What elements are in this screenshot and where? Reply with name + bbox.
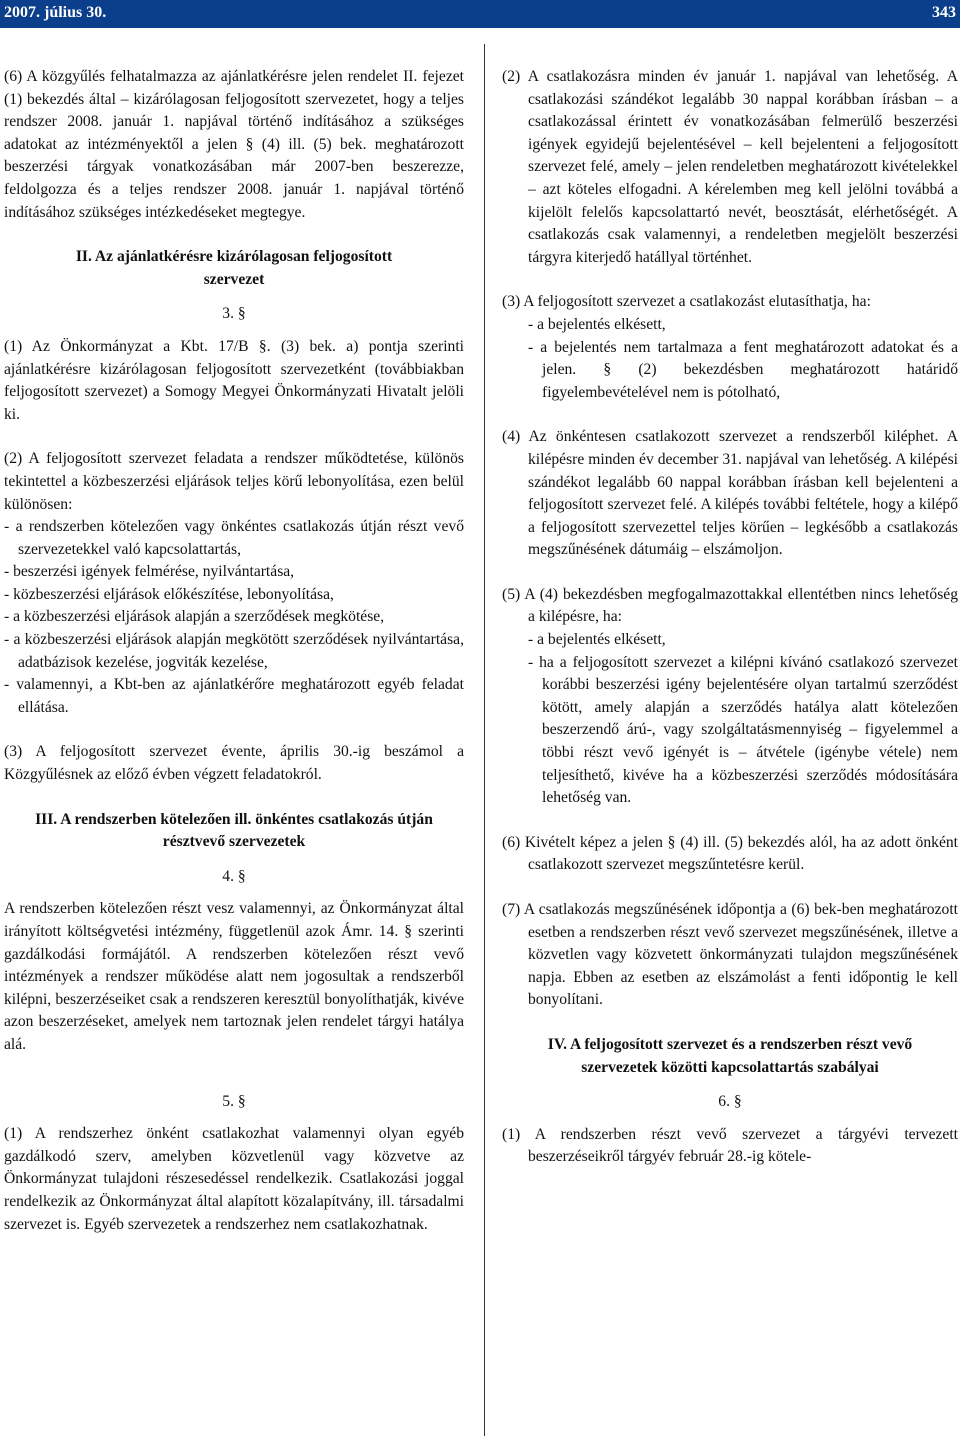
paragraph: (6) A közgyűlés felhatalmazza az ajánlatkérésre jelen rendelet II. fejezet (1) bekezdés által – kizárólagosan feljogosított szervezetet, hogy a teljes rendszer 2008. január 1. napjával történő indításához a szükséges adatokat az intézményektől a jelen § (4) ill. (5) bek. meghatározott beszerzési tárgyak vonatkozásában már 2007-ben beszerezze, feldolgozza és a teljes rendszer 2008. január 1. napjával történő indításához szükséges intézkedéseket megtegye. (4, 68, 464, 221)
list-item: - a bejelentés nem tartalmaza a fent meghatározott adatokat és a jelen. § (2) bekezdésben meghatározott határidő figyelembevételével nem is pótolható, (528, 338, 958, 401)
paragraph: (2) A feljogosított szervezet feladata a rendszer működtetése, különös tekintettel a közbeszerzési eljárások teljes körű lebonyolítása, ezen belül különösen: (4, 450, 464, 513)
list-item: - a közbeszerzési eljárások alapján a szerződések megkötése, (4, 608, 385, 626)
list-item: - a bejelentés elkésett, (528, 315, 666, 333)
list-item: - beszerzési igények felmérése, nyilvántartása, (4, 563, 295, 581)
bullet-list (502, 629, 958, 810)
column-divider (484, 44, 485, 1436)
paragraph: (1) Az Önkormányzat a Kbt. 17/B §. (3) bek. a) pontja szerinti ajánlatkérésre kizárólagosan feljogosított szervezetként (továbbiakban feljogosított szervezet) a Somogy Megyei Önkormányzati Hivatalt jelöli ki. (4, 337, 464, 423)
page-number: 343 (932, 4, 956, 21)
right-column (502, 66, 958, 1169)
paragraph: (5) A (4) bekezdésben megfogalmazottakkal ellentétben nincs lehetőség a kilépésre, ha: (502, 585, 958, 626)
section-title: III. A rendszerben kötelezően ill. önkéntes csatlakozás útján résztvevő szervezetek (35, 810, 433, 851)
paragraph: (3) A feljogosított szervezet a csatlakozást elutasíthatja, ha: (502, 293, 871, 311)
list-item: - valamennyi, a Kbt-ben az ajánlatkérőre meghatározott egyéb feladat ellátása. (4, 676, 464, 716)
paragraph: (1) A rendszerben részt vevő szervezet a tárgyévi tervezett beszerzéseikről tárgyév február 28.-ig kötele- (502, 1125, 958, 1166)
paragraph: (1) A rendszerhez önként csatlakozhat valamennyi olyan egyéb gazdálkodó szerv, amelyben közvetlenül vagy közvetve az Önkormányzat tulajdoni részesedéssel rendelkezik. Csatlakozási joggal rendelkezik az Önkormányzat által alapított közalapítvány, ill. társadalmi szervezet is. Egyéb szervezetek a rendszerhez nem csatlakozhatnak. (4, 1125, 464, 1233)
section-number: 5. § (222, 1092, 246, 1110)
list-item: - a bejelentés elkésett, (528, 631, 666, 649)
list-item: - a közbeszerzési eljárások alapján megkötött szerződések nyilvántartása, adatbázisok kezelése, jogviták kezelése, (4, 631, 464, 671)
header-date: 2007. július 30. (4, 4, 107, 21)
paragraph: (4) Az önkéntesen csatlakozott szervezet a rendszerből kiléphet. A kilépésre minden év december 31. napjával van lehetőség. A kilépési szándékot legalább 60 nappal korábban írásban kell bejelenteni a feljogosított szervezet felé. A kilépés további feltétele, hogy a kilépő a feljogosított szervezettel teljes körűen – legkésőbb a csatlakozás megszűnésének dátumáig – elszámoljon. (502, 428, 958, 559)
paragraph: (3) A feljogosított szervezet évente, április 30.-ig beszámol a Közgyűlésnek az előző évben végzett feladatokról. (4, 743, 464, 784)
section-number: 6. § (718, 1093, 742, 1111)
paragraph: (2) A csatlakozásra minden év január 1. napjával van lehetőség. A csatlakozási szándékot legalább 30 nappal korábban írásban – a csatlakozással érintett év vonatkozásában felmerülő beszerzési igények egyidejű bejelentésével – kell bejelenteni a feljogosított szervezet felé, amely – jelen rendeletben meghatározott kivételekkel – azt köteles elfogadni. A kérelemben meg kell jelölni továbbá a kijelölt felelős kapcsolattartó nevét, beosztását, elérhetőségét. A csatlakozás csak valamennyi, a rendeletben megjelölt beszerzési tárgyra kiterjedő hatállyal történhet. (502, 68, 958, 266)
list-item: - közbeszerzési eljárások előkészítése, lebonyolítása, (4, 585, 334, 603)
paragraph: A rendszerben kötelezően részt vesz valamennyi, az Önkormányzat által irányított költségvetési intézmény, függetlenül azok Ámr. 14. § szerinti gazdálkodási formájától. A rendszerben kötelezően részt vevő intézmények a rendszer működése alatt nem jogosultak a rendszerből kilépni, beszerzéseiket csak a rendszeren keresztül bonyolíthatják, kivéve azon beszerzéseket, amelyek nem tartoznak jelen rendelet tárgyi hatálya alá. (4, 900, 464, 1053)
paragraph: (6) Kivételt képez a jelen § (4) ill. (5) bekezdés alól, ha az adott önként csatlakozott szervezet megszűntetésre kerül. (502, 833, 958, 874)
section-title: II. Az ajánlatkérésre kizárólagosan feljogosított szervezet (75, 248, 393, 288)
section-number: 3. § (222, 305, 246, 323)
section-title: IV. A feljogosított szervezet és a rendszerben részt vevő szervezetek közötti kapcsolattartás szabályai (547, 1035, 913, 1076)
page-header (0, 0, 960, 28)
bullet-list (4, 516, 464, 719)
paragraph: (7) A csatlakozás megszűnésének időpontja a (6) bek-ben meghatározott esetben a rendszerben részt vevő szervezet megszűnésének, illetve a közvetlen vagy közvetett önkormányzati tulajdon megszűnésének napja. Ebben az esetben az elszámolást a fenti időpontig le kell bonyolítani. (502, 901, 958, 1009)
list-item: - a rendszerben kötelezően vagy önkéntes csatlakozás útján részt vevő szervezetekkel való kapcsolattartás, (4, 518, 464, 558)
list-item: - ha a feljogosított szervezet a kilépni kívánó csatlakozó szervezet korábbi beszerzési igény bejelentésére olyan tartalmú szerződést kötött, amely alapján a szerződés hatálya alatt kötelezően beszerzendő árú-, vagy szolgáltatásmennyiség – figyelemmel a többi részt vevő igényét is – átvétele (igénybe vétele) nem teljesíthető, kivéve ha a közbeszerzési szerződés módosítására lehetőség van. (528, 653, 958, 807)
bullet-list (502, 314, 958, 404)
section-number: 4. § (222, 867, 246, 885)
left-column (4, 66, 464, 1236)
